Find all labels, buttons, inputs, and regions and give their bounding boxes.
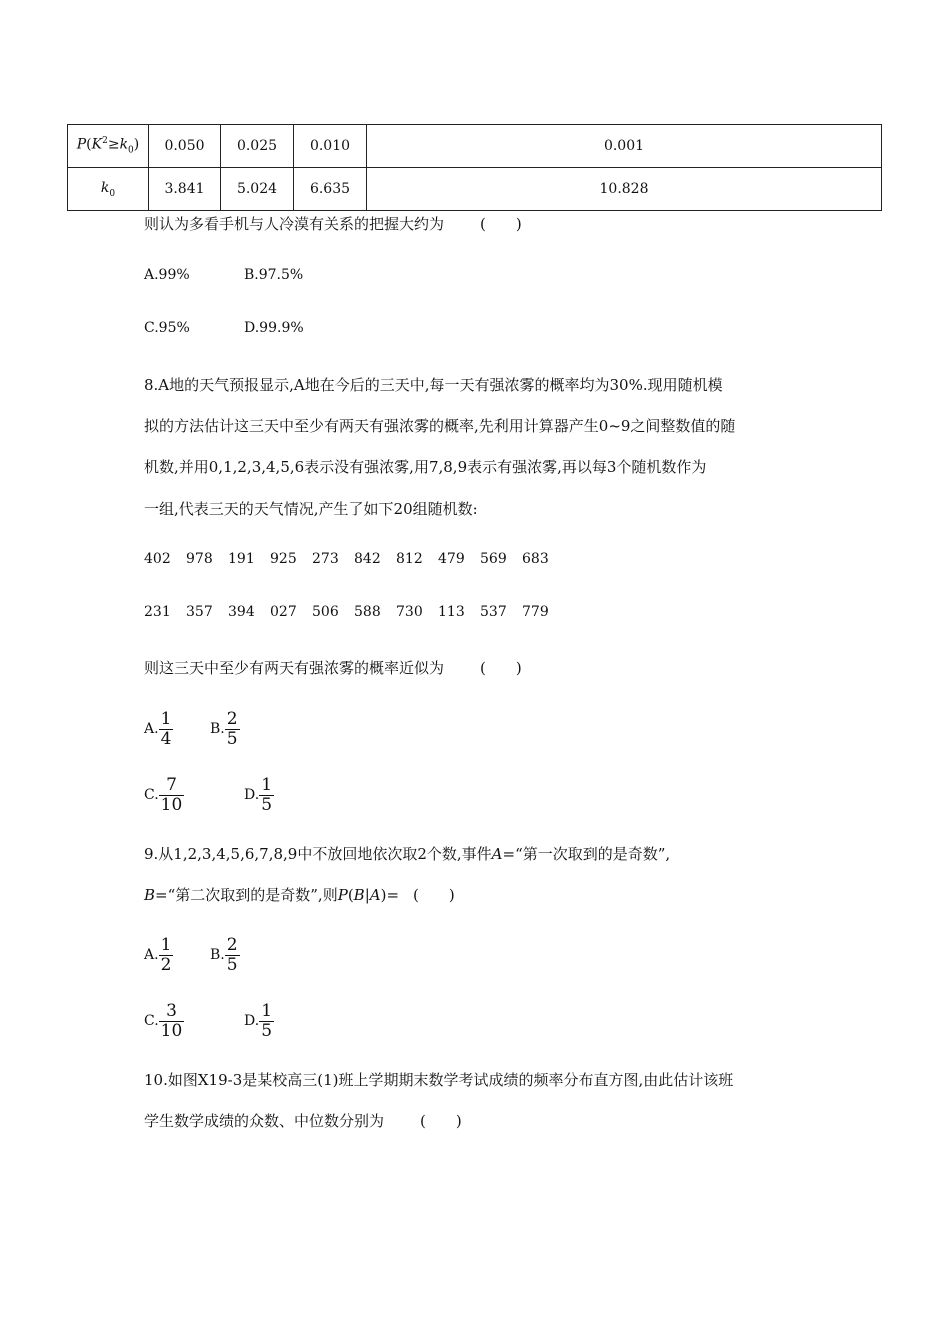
table-row [68,125,882,168]
table-cell: 0.025 [221,125,294,168]
table-cell: 10.828 [367,168,882,211]
option-c: C. $\frac{7}{10}$ [144,775,183,815]
table-row [68,168,882,211]
q7-stem: 则认为多看手机与人冷漠有关系的把握大约为 ( ) [144,215,522,233]
table-cell: 0.010 [294,125,367,168]
option-b: B. $\frac{2}{5}$ [210,709,238,749]
table-cell: 5.024 [221,168,294,211]
table-cell-label: $k_0$ [68,168,149,211]
q8-line-3: 机数,并用0,1,2,3,4,5,6表示没有强浓雾,用7,8,9表示有强浓雾,再以每3个随机数作为 [144,458,707,476]
q9-options-row2 [144,1002,274,1040]
q10-line-1: 10.如图X19-3是某校高三(1)班上学期期末数学考试成绩的频率分布直方图,由此估计该班 [144,1071,734,1089]
critical-value-table [67,124,882,211]
option-a: A.99% [144,267,190,283]
table-cell: 0.050 [149,125,221,168]
answer-paren: ( ) [480,215,522,233]
random-numbers-row-2: 231 357 394 027 506 588 730 113 537 779 [144,604,549,620]
option-a: A. $\frac{1}{2}$ [144,935,172,975]
random-numbers-row-1: 402 978 191 925 273 842 812 479 569 683 [144,551,549,567]
option-c: C.95% [144,320,190,336]
answer-paren: ( ) [420,1112,462,1130]
q8-line-4: 一组,代表三天的天气情况,产生了如下20组随机数: [144,500,478,518]
option-a: A. $\frac{1}{4}$ [144,709,172,749]
q8-options-row2 [144,776,274,814]
table-cell: 6.635 [294,168,367,211]
option-d: D. $\frac{1}{5}$ [244,1001,273,1041]
table-cell: 3.841 [149,168,221,211]
q8-ask: 则这三天中至少有两天有强浓雾的概率近似为 ( ) [144,659,522,677]
option-d: D.99.9% [244,320,304,336]
table-cell: 0.001 [367,125,882,168]
answer-paren: ( ) [413,886,455,904]
option-c: C. $\frac{3}{10}$ [144,1001,183,1041]
table-cell-label: $P(K^2\ge k_0)$ [68,125,149,168]
q8-line-1: 8.A地的天气预报显示,A地在今后的三天中,每一天有强浓雾的概率均为30%.现用随机模 [144,376,723,394]
q10-line-2: 学生数学成绩的众数、中位数分别为 ( ) [144,1112,462,1130]
option-b: B. $\frac{2}{5}$ [210,935,238,975]
q9-options-row1 [144,936,240,974]
q7-options-row2 [144,320,304,336]
option-d: D. $\frac{1}{5}$ [244,775,273,815]
option-b: B.97.5% [244,267,304,283]
answer-paren: ( ) [480,659,522,677]
q9-line-1: 9.从1,2,3,4,5,6,7,8,9中不放回地依次取2个数,事件A=“第一次取到的是奇数”, [144,845,671,863]
q8-line-2: 拟的方法估计这三天中至少有两天有强浓雾的概率,先利用计算器产生0~9之间整数值的随 [144,417,736,435]
q8-options-row1 [144,710,240,748]
q9-line-2: B=“第二次取到的是奇数”,则P(B|A)= ( ) [144,886,455,904]
q7-options-row1 [144,267,303,283]
